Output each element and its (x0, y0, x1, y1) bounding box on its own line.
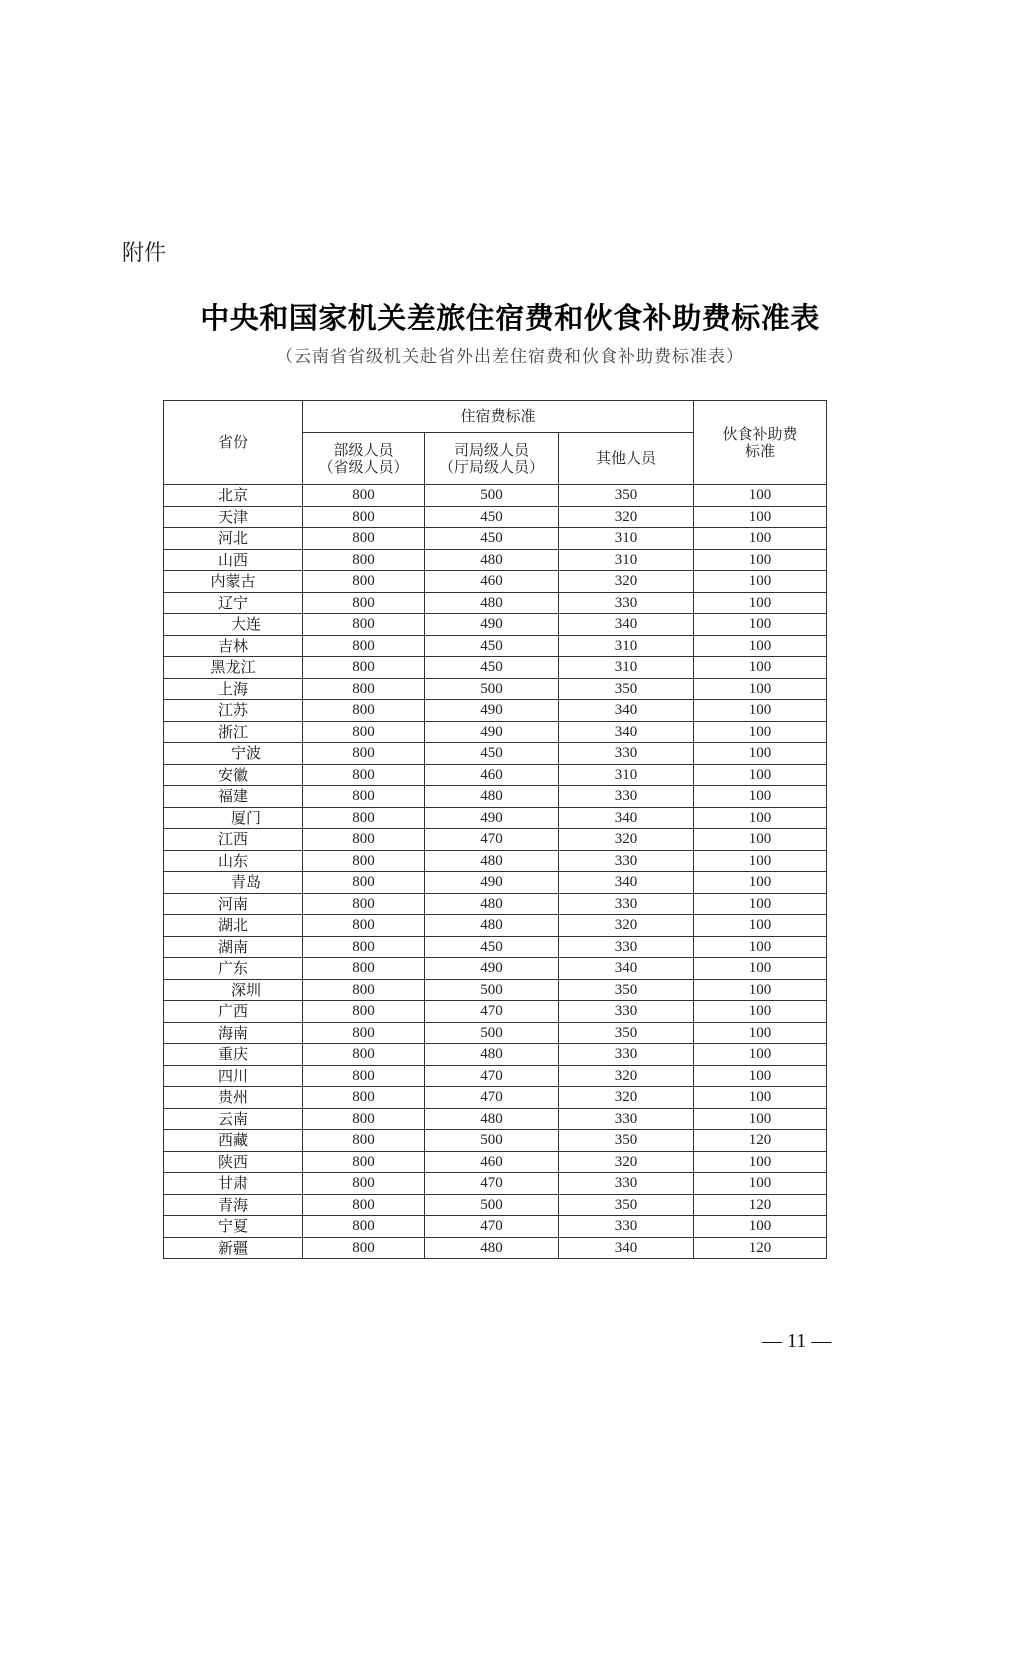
province-cell: 内蒙古 (164, 571, 303, 593)
ministerial-cell: 800 (303, 1087, 425, 1109)
other-cell: 340 (559, 614, 694, 636)
other-cell: 340 (559, 700, 694, 722)
city-cell: 青岛 (164, 872, 303, 894)
city-cell: 深圳 (164, 979, 303, 1001)
ministerial-cell: 800 (303, 1065, 425, 1087)
bureau-cell: 460 (425, 1151, 559, 1173)
header-meal (694, 401, 827, 485)
table-row (164, 614, 827, 636)
province-cell: 陕西 (164, 1151, 303, 1173)
header-meal-line1: 伙食补助费 (722, 425, 798, 443)
other-cell: 350 (559, 678, 694, 700)
other-cell: 330 (559, 1001, 694, 1023)
table-row (164, 1237, 827, 1259)
province-cell: 西藏 (164, 1130, 303, 1152)
meal-cell: 100 (694, 1022, 827, 1044)
meal-cell: 100 (694, 958, 827, 980)
province-cell: 重庆 (164, 1044, 303, 1066)
bureau-cell: 490 (425, 700, 559, 722)
table-row (164, 1065, 827, 1087)
table-row (164, 1151, 827, 1173)
ministerial-cell: 800 (303, 592, 425, 614)
ministerial-cell: 800 (303, 1237, 425, 1259)
ministerial-cell: 800 (303, 1151, 425, 1173)
table-row (164, 850, 827, 872)
other-cell: 320 (559, 915, 694, 937)
header-ministerial-line1: 部级人员 (333, 441, 394, 459)
bureau-cell: 450 (425, 936, 559, 958)
ministerial-cell: 800 (303, 743, 425, 765)
ministerial-cell: 800 (303, 571, 425, 593)
other-cell: 320 (559, 1087, 694, 1109)
meal-cell: 100 (694, 1044, 827, 1066)
ministerial-cell: 800 (303, 614, 425, 636)
province-cell: 浙江 (164, 721, 303, 743)
province-cell: 河北 (164, 528, 303, 550)
other-cell: 330 (559, 592, 694, 614)
province-cell: 福建 (164, 786, 303, 808)
meal-cell: 100 (694, 786, 827, 808)
meal-cell: 100 (694, 872, 827, 894)
meal-cell: 100 (694, 721, 827, 743)
ministerial-cell: 800 (303, 1173, 425, 1195)
other-cell: 330 (559, 936, 694, 958)
table-row (164, 829, 827, 851)
meal-cell: 100 (694, 743, 827, 765)
province-cell: 湖北 (164, 915, 303, 937)
other-cell: 330 (559, 1173, 694, 1195)
other-cell: 340 (559, 721, 694, 743)
table-row (164, 936, 827, 958)
header-bureau (425, 433, 559, 485)
bureau-cell: 480 (425, 1044, 559, 1066)
meal-cell: 120 (694, 1237, 827, 1259)
page-number: — 11 — (762, 1330, 832, 1352)
meal-cell: 100 (694, 614, 827, 636)
province-cell: 四川 (164, 1065, 303, 1087)
table-row (164, 1173, 827, 1195)
table-row (164, 893, 827, 915)
meal-cell: 120 (694, 1130, 827, 1152)
ministerial-cell: 800 (303, 506, 425, 528)
bureau-cell: 500 (425, 1194, 559, 1216)
bureau-cell: 470 (425, 1065, 559, 1087)
other-cell: 350 (559, 1130, 694, 1152)
other-cell: 330 (559, 786, 694, 808)
ministerial-cell: 800 (303, 1022, 425, 1044)
other-cell: 340 (559, 807, 694, 829)
bureau-cell: 480 (425, 1237, 559, 1259)
other-cell: 350 (559, 979, 694, 1001)
other-cell: 310 (559, 635, 694, 657)
bureau-cell: 470 (425, 829, 559, 851)
province-cell: 安徽 (164, 764, 303, 786)
ministerial-cell: 800 (303, 549, 425, 571)
meal-cell: 100 (694, 1087, 827, 1109)
bureau-cell: 470 (425, 1216, 559, 1238)
ministerial-cell: 800 (303, 635, 425, 657)
bureau-cell: 500 (425, 1022, 559, 1044)
bureau-cell: 500 (425, 678, 559, 700)
table-row (164, 958, 827, 980)
other-cell: 330 (559, 1108, 694, 1130)
meal-cell: 100 (694, 979, 827, 1001)
bureau-cell: 470 (425, 1173, 559, 1195)
bureau-cell: 490 (425, 721, 559, 743)
bureau-cell: 450 (425, 657, 559, 679)
other-cell: 320 (559, 506, 694, 528)
header-lodging-group: 住宿费标准 (303, 401, 694, 433)
table-row (164, 1194, 827, 1216)
ministerial-cell: 800 (303, 485, 425, 507)
attachment-label: 附件 (122, 241, 167, 266)
table-row (164, 1001, 827, 1023)
table-row (164, 592, 827, 614)
other-cell: 330 (559, 893, 694, 915)
ministerial-cell: 800 (303, 893, 425, 915)
ministerial-cell: 800 (303, 1130, 425, 1152)
ministerial-cell: 800 (303, 958, 425, 980)
other-cell: 330 (559, 850, 694, 872)
meal-cell: 100 (694, 1001, 827, 1023)
province-cell: 江西 (164, 829, 303, 851)
table-row (164, 528, 827, 550)
province-cell: 吉林 (164, 635, 303, 657)
meal-cell: 100 (694, 549, 827, 571)
table-row (164, 1108, 827, 1130)
other-cell: 330 (559, 1044, 694, 1066)
table-row (164, 678, 827, 700)
table-row (164, 700, 827, 722)
meal-cell: 100 (694, 829, 827, 851)
ministerial-cell: 800 (303, 786, 425, 808)
meal-cell: 100 (694, 764, 827, 786)
header-bureau-line1: 司局级人员 (453, 441, 529, 459)
bureau-cell: 490 (425, 872, 559, 894)
meal-cell: 100 (694, 1065, 827, 1087)
ministerial-cell: 800 (303, 807, 425, 829)
bureau-cell: 450 (425, 635, 559, 657)
bureau-cell: 490 (425, 807, 559, 829)
table-row (164, 571, 827, 593)
meal-cell: 100 (694, 635, 827, 657)
ministerial-cell: 800 (303, 915, 425, 937)
bureau-cell: 490 (425, 614, 559, 636)
ministerial-cell: 800 (303, 657, 425, 679)
table-row (164, 915, 827, 937)
meal-cell: 100 (694, 1216, 827, 1238)
header-province: 省份 (164, 401, 303, 485)
table-row (164, 1022, 827, 1044)
meal-cell: 100 (694, 700, 827, 722)
meal-cell: 100 (694, 893, 827, 915)
bureau-cell: 460 (425, 764, 559, 786)
province-cell: 河南 (164, 893, 303, 915)
province-cell: 上海 (164, 678, 303, 700)
table-row (164, 1130, 827, 1152)
ministerial-cell: 800 (303, 979, 425, 1001)
other-cell: 330 (559, 1216, 694, 1238)
ministerial-cell: 800 (303, 528, 425, 550)
other-cell: 320 (559, 1065, 694, 1087)
ministerial-cell: 800 (303, 1108, 425, 1130)
bureau-cell: 480 (425, 786, 559, 808)
bureau-cell: 480 (425, 1108, 559, 1130)
meal-cell: 100 (694, 678, 827, 700)
bureau-cell: 450 (425, 528, 559, 550)
province-cell: 海南 (164, 1022, 303, 1044)
bureau-cell: 500 (425, 1130, 559, 1152)
bureau-cell: 450 (425, 506, 559, 528)
province-cell: 广西 (164, 1001, 303, 1023)
table-row (164, 872, 827, 894)
province-cell: 广东 (164, 958, 303, 980)
city-cell: 厦门 (164, 807, 303, 829)
bureau-cell: 470 (425, 1087, 559, 1109)
other-cell: 310 (559, 657, 694, 679)
ministerial-cell: 800 (303, 1044, 425, 1066)
meal-cell: 100 (694, 915, 827, 937)
bureau-cell: 450 (425, 743, 559, 765)
meal-cell: 100 (694, 807, 827, 829)
header-meal-line2: 标准 (745, 441, 776, 460)
table-row (164, 743, 827, 765)
meal-cell: 100 (694, 485, 827, 507)
other-cell: 330 (559, 743, 694, 765)
other-cell: 320 (559, 829, 694, 851)
province-cell: 辽宁 (164, 592, 303, 614)
province-cell: 新疆 (164, 1237, 303, 1259)
ministerial-cell: 800 (303, 1216, 425, 1238)
other-cell: 320 (559, 571, 694, 593)
table-row (164, 786, 827, 808)
header-bureau-line2: （厅局级人员） (438, 457, 544, 476)
meal-cell: 100 (694, 571, 827, 593)
table-row (164, 506, 827, 528)
table-row (164, 635, 827, 657)
other-cell: 340 (559, 872, 694, 894)
table-row (164, 1216, 827, 1238)
meal-cell: 100 (694, 1108, 827, 1130)
bureau-cell: 480 (425, 915, 559, 937)
ministerial-cell: 800 (303, 872, 425, 894)
province-cell: 贵州 (164, 1087, 303, 1109)
bureau-cell: 480 (425, 549, 559, 571)
province-cell: 湖南 (164, 936, 303, 958)
province-cell: 天津 (164, 506, 303, 528)
table-row (164, 549, 827, 571)
bureau-cell: 460 (425, 571, 559, 593)
meal-cell: 100 (694, 1173, 827, 1195)
other-cell: 350 (559, 485, 694, 507)
meal-cell: 100 (694, 528, 827, 550)
other-cell: 340 (559, 958, 694, 980)
ministerial-cell: 800 (303, 721, 425, 743)
header-ministerial (303, 433, 425, 485)
meal-cell: 100 (694, 850, 827, 872)
other-cell: 350 (559, 1022, 694, 1044)
meal-cell: 100 (694, 1151, 827, 1173)
page-subtitle: （云南省省级机关赴省外出差住宿费和伙食补助费标准表） (276, 347, 744, 367)
province-cell: 青海 (164, 1194, 303, 1216)
table-row (164, 764, 827, 786)
other-cell: 320 (559, 1151, 694, 1173)
province-cell: 云南 (164, 1108, 303, 1130)
other-cell: 310 (559, 528, 694, 550)
standards-table (163, 400, 827, 1259)
page-title: 中央和国家机关差旅住宿费和伙食补助费标准表 (200, 301, 820, 335)
bureau-cell: 480 (425, 592, 559, 614)
table-body (164, 485, 827, 1259)
other-cell: 310 (559, 549, 694, 571)
header-ministerial-line2: （省级人员） (318, 457, 409, 476)
meal-cell: 100 (694, 506, 827, 528)
table-row (164, 1087, 827, 1109)
meal-cell: 100 (694, 592, 827, 614)
bureau-cell: 480 (425, 850, 559, 872)
table-row (164, 1044, 827, 1066)
bureau-cell: 480 (425, 893, 559, 915)
other-cell: 340 (559, 1237, 694, 1259)
province-cell: 山东 (164, 850, 303, 872)
province-cell: 甘肃 (164, 1173, 303, 1195)
ministerial-cell: 800 (303, 764, 425, 786)
province-cell: 北京 (164, 485, 303, 507)
table-row (164, 807, 827, 829)
meal-cell: 100 (694, 936, 827, 958)
city-cell: 宁波 (164, 743, 303, 765)
meal-cell: 100 (694, 657, 827, 679)
bureau-cell: 490 (425, 958, 559, 980)
province-cell: 江苏 (164, 700, 303, 722)
province-cell: 宁夏 (164, 1216, 303, 1238)
province-cell: 山西 (164, 549, 303, 571)
ministerial-cell: 800 (303, 700, 425, 722)
table-row (164, 485, 827, 507)
ministerial-cell: 800 (303, 829, 425, 851)
ministerial-cell: 800 (303, 1194, 425, 1216)
bureau-cell: 470 (425, 1001, 559, 1023)
header-other: 其他人员 (559, 433, 694, 485)
table-row (164, 979, 827, 1001)
table-row (164, 721, 827, 743)
table-row (164, 657, 827, 679)
province-cell: 黑龙江 (164, 657, 303, 679)
other-cell: 310 (559, 764, 694, 786)
ministerial-cell: 800 (303, 678, 425, 700)
ministerial-cell: 800 (303, 936, 425, 958)
ministerial-cell: 800 (303, 1001, 425, 1023)
ministerial-cell: 800 (303, 850, 425, 872)
city-cell: 大连 (164, 614, 303, 636)
meal-cell: 120 (694, 1194, 827, 1216)
bureau-cell: 500 (425, 485, 559, 507)
other-cell: 350 (559, 1194, 694, 1216)
bureau-cell: 500 (425, 979, 559, 1001)
table-header (164, 401, 827, 485)
